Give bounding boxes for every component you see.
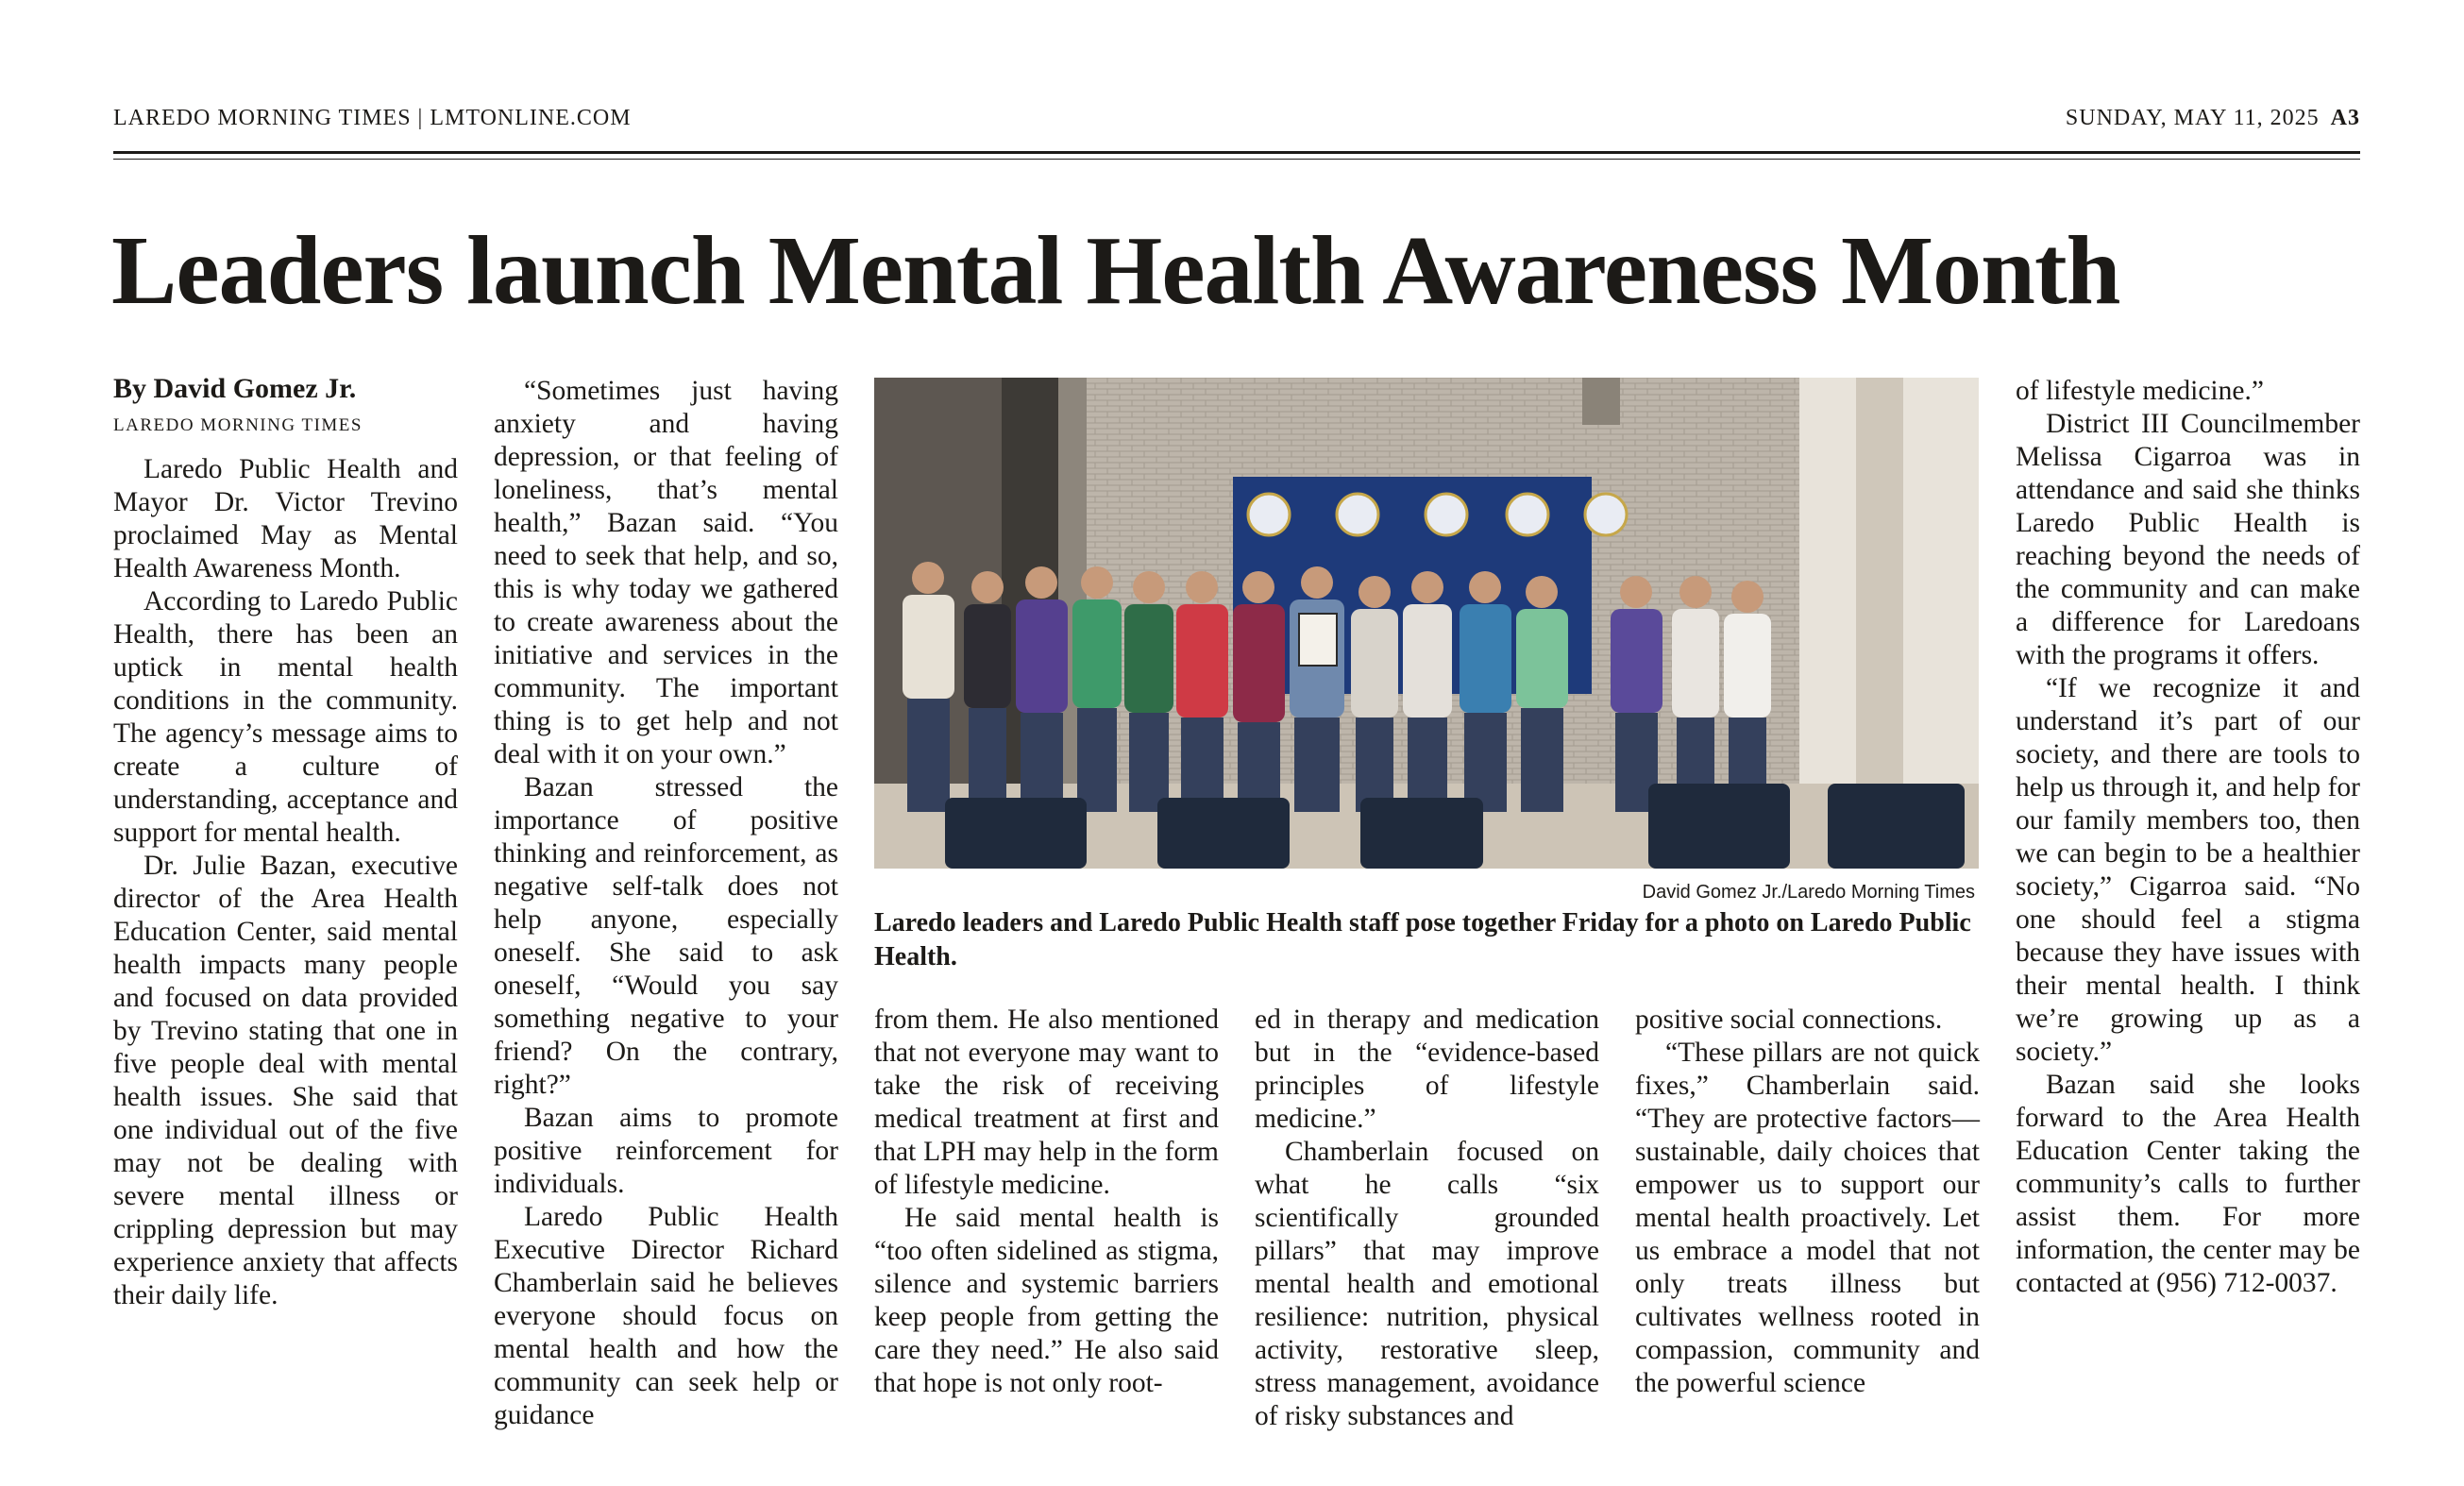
paragraph: Laredo Public Health and Mayor Dr. Victor Trevino proclaimed May as Mental Health Awareness Month. [113,454,458,583]
page-number: A3 [2330,106,2360,130]
paragraph: “These pillars are not quick fixes,” Chamberlain said. “They are protective factors—sustainable, daily choices that empower us to support our mental health proactively. Let us embrace a model that not only treats illness but cultivates wellness rooted in compassion, community and the powerful science [1635,1038,1980,1398]
paragraph: According to Laredo Public Health, there has been an uptick in mental health conditions in the community. The agency’s message aims to create a culture of understanding, acceptance and support for mental health. [113,586,458,848]
masthead-publication: LAREDO MORNING TIMES | LMTONLINE.COM [113,106,632,130]
article-column-2 [494,375,838,1432]
header-rule [113,151,2360,154]
headline: Leaders launch Mental Health Awareness Month [111,216,2120,325]
paragraph: District III Councilmember Melissa Cigarroa was in attendance and said she thinks Laredo Public Health is reaching beyond the needs of the community and can make a difference for Laredoans with the programs it offers. [2016,409,2360,670]
paragraph: He said mental health is “too often sidelined as stigma, silence and systemic barriers keep people from getting the care they need.” He also said that hope is not only root- [874,1203,1219,1398]
paragraph: Chamberlain focused on what he calls “six scientifically grounded pillars” that may improve mental health and emotional resilience: nutrition, physical activity, restorative sleep, stress management, avoidance of risky substances and [1255,1137,1599,1431]
paragraph: Bazan said she looks forward to the Area Health Education Center taking the community’s calls to further assist them. For more information, the center may be contacted at (956) 712-0037. [2016,1070,2360,1298]
paragraph: from them. He also mentioned that not everyone may want to take the risk of receiving medical treatment at first and that LPH may help in the form of lifestyle medicine. [874,1005,1219,1200]
paragraph: positive social connections. [1635,1005,1943,1035]
article-column-3 [874,1004,1219,1400]
article-column-5 [1635,1004,1980,1400]
paragraph: Bazan stressed the importance of positive thinking and reinforcement, as negative self-talk does not help anyone, especially oneself. She said to ask oneself, “Would you say something negative to your friend? On the contrary, right?” [494,772,838,1100]
photo-credit: David Gomez Jr./Laredo Morning Times [1642,882,1975,903]
article-column-4 [1255,1004,1599,1433]
masthead-date-page [2066,106,2360,131]
byline-organization: LAREDO MORNING TIMES [113,415,363,435]
group-photo [874,378,1979,869]
article-column-6 [2016,375,2360,1300]
group-photo-illustration [874,378,1979,869]
paragraph: of lifestyle medicine.” [2016,376,2264,406]
paragraph: Bazan aims to promote positive reinforcement for individuals. [494,1103,838,1199]
photo-caption: Laredo leaders and Laredo Public Health staff pose together Friday for a photo on Laredo Public Health. [874,908,1971,971]
paragraph: Laredo Public Health Executive Director Richard Chamberlain said he believes everyone should focus on mental health and how the community can seek help or guidance [494,1202,838,1430]
paragraph: “If we recognize it and understand it’s part of our society, and there are tools to help us through it, and help for our family members too, then we can begin to be a healthier society,” Cigarroa said. “No one should feel a stigma because they have issues with their mental health. I think we’re growing up as a society.” [2016,673,2360,1067]
paragraph: “Sometimes just having anxiety and having depression, or that feeling of loneliness, that’s mental health,” Bazan said. “You need to seek that help, and so, this is why today we gathered to create awareness about the initiative and services in the community. The important thing is to get help and not deal with it on your own.” [494,376,838,769]
paragraph: Dr. Julie Bazan, executive director of the Area Health Education Center, said mental health impacts many people and focused on data provided by Trevino stating that one in five people deal with mental health issues. She said that one individual out of the five may not be dealing with severe mental illness or crippling depression but may experience anxiety that affects their daily life. [113,851,458,1310]
article-column-1 [113,453,458,1312]
paragraph: ed in therapy and medication but in the “evidence-based principles of lifestyle medicine.” [1255,1005,1599,1134]
header-rule-thin [113,159,2360,160]
issue-date: SUNDAY, MAY 11, 2025 [2065,106,2320,130]
byline-author: By David Gomez Jr. [113,373,357,404]
